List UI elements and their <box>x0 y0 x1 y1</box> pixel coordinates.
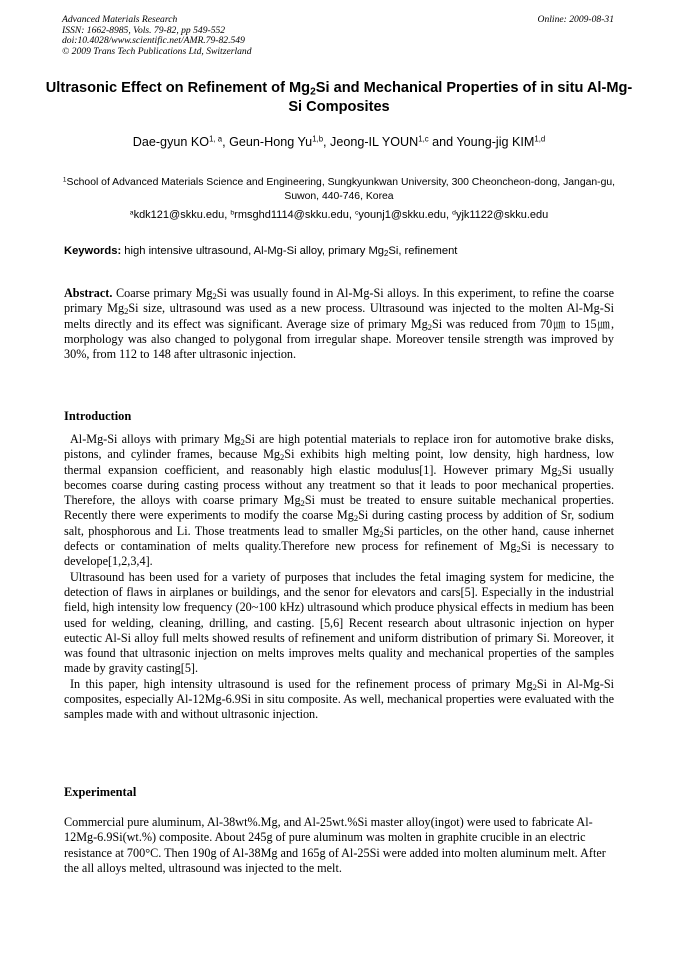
intro-paragraph-3: In this paper, high intensity ultrasound is used for the refinement process of primary $Mg_2Si$ in Al-Mg-Si composites, especially Al-12Mg-6.9Si in situ composite. As well, mechanical properties were evaluated with the samples made with and without ultrasonic injection. <box>64 676 614 722</box>
experimental-body <box>64 815 614 876</box>
keywords: Keywords: high intensive ultrasound, Al-Mg-Si alloy, primary $Mg_2Si$, refinement <box>64 245 458 258</box>
doi-line: doi:10.4028/www.scientific.net/AMR.79-82.549 <box>62 35 245 47</box>
journal-header <box>62 15 252 57</box>
affiliation: $^1$School of Advanced Materials Science and Engineering, Sungkyunkwan University, 300 Cheoncheon-dong, Jangan-gu, Suwon, 440-746, Korea <box>62 176 616 202</box>
experimental-heading: Experimental <box>64 785 137 799</box>
paper-title: Ultrasonic Effect on Refinement of $Mg_2Si$ and Mechanical Properties of in situ Al-Mg-Si Composites <box>45 80 633 115</box>
author-name: Young-jig KIM <box>456 135 535 149</box>
abstract-label: Abstract. <box>64 286 113 300</box>
keywords-label: Keywords: <box>64 245 122 257</box>
abstract: Abstract. Coarse primary $Mg_2Si$ was usually found in Al-Mg-Si alloys. In this experiment, to refine the coarse primary $Mg_2Si$ size, ultrasound was used as a new process. Ultrasound was injected to the molten Al-Mg-Si melts directly and its effect was significant. Average size of primary $Mg_2Si$ was reduced from 70㎛ to 15㎛, morphology was also changed to polygonal from irregular shape. Moreover tensile strength was improved by 30%, from 112 to 148 after ultrasonic injection. <box>64 286 615 362</box>
intro-paragraph-1: Al-Mg-Si alloys with primary $Mg_2Si$ are high potential materials to replace iron for automotive brake disks, pistons, and cylinder frames, because $Mg_2Si$ exhibits high melting point, low density, high hardness, low thermal expansion coefficient, and reasonably high elastic modulus[1]. However primary $Mg_2Si$ usually becomes coarse during casting process without any treatment so that it leads to poor mechanical properties. Therefore, the alloys with coarse primary $Mg_2Si$ must be treated to ensure suitable mechanical properties. Recently there were experiments to modify the coarse $Mg_2Si$ during casting process by addition of Sr, sodium salt, phosphorous and Li. Those treatments lead to smaller $Mg_2Si$ particles, on the other hand, cause inhernet defects or contamination of melts quality.Therefore new process for refinement of $Mg_2Si$ is necessary to develope[1,2,3,4]. <box>64 432 615 569</box>
email-list: $^a$kdk121@skku.edu, $^b$rmsghd1114@skku.edu, $^c$younj1@skku.edu, $^d$yjk1122@skku.edu <box>129 209 549 221</box>
intro-paragraph-2: Ultrasound has been used for a variety of purposes that includes the fetal imaging system for medicine, the detection of flaws in airplanes or buildings, and the senor for elevators and cars[5]. Especially in the industrial field, high intensity low frequency (20~100 kHz) ultrasound which produce physical effects in medium has been used for welding, cleaning, drilling, and casting. [5,6] Recent research about ultrasonic injection on hyper eutectic Al-Si alloy full melts showed results of refinement and uniform distribution of primary Si. Moreover, it was found that ultrasonic injection on melts improves melts quality and mechanical properties of the samples made by gravity casting[5]. <box>64 569 614 676</box>
author-list: Dae-gyun KO$^{1, a}$, Geun-Hong Yu$^{1,b}$, Jeong-IL YOUN$^{1,c}$ and Young-jig KIM$^{1,d}$ <box>132 134 546 149</box>
author-name: Jeong-IL YOUN <box>330 135 419 149</box>
online-date: Online: 2009-08-31 <box>537 14 614 25</box>
author-name: Geun-Hong Yu <box>229 135 313 149</box>
introduction-heading: Introduction <box>64 409 132 423</box>
email-address: rmsghd1114@skku.edu <box>234 209 349 221</box>
email-address: younj1@skku.edu <box>358 209 447 221</box>
journal-name: Advanced Materials Research <box>62 14 178 25</box>
email-address: yjk1122@skku.edu <box>455 209 549 221</box>
introduction-body <box>64 432 614 723</box>
author-name: Dae-gyun KO <box>132 135 210 149</box>
issn-line: ISSN: 1662-8985, Vols. 79-82, pp 549-552 <box>62 24 226 36</box>
experimental-paragraph: Commercial pure aluminum, Al-38wt%.Mg, and Al-25wt.%Si master alloy(ingot) were used to fabricate Al-12Mg-6.9Si(wt.%) composite. About 245g of pure aluminum was molten in graphite crucible in an electric resistance at 700°C. Then 190g of Al-38Mg and 165g of Al-25Si were added into molten aluminum melt. After the all alloys melted, ultrasound was injected to the melt. <box>64 815 606 875</box>
copyright-line: © 2009 Trans Tech Publications Ltd, Switzerland <box>62 45 252 57</box>
email-address: kdk121@skku.edu <box>133 209 225 221</box>
